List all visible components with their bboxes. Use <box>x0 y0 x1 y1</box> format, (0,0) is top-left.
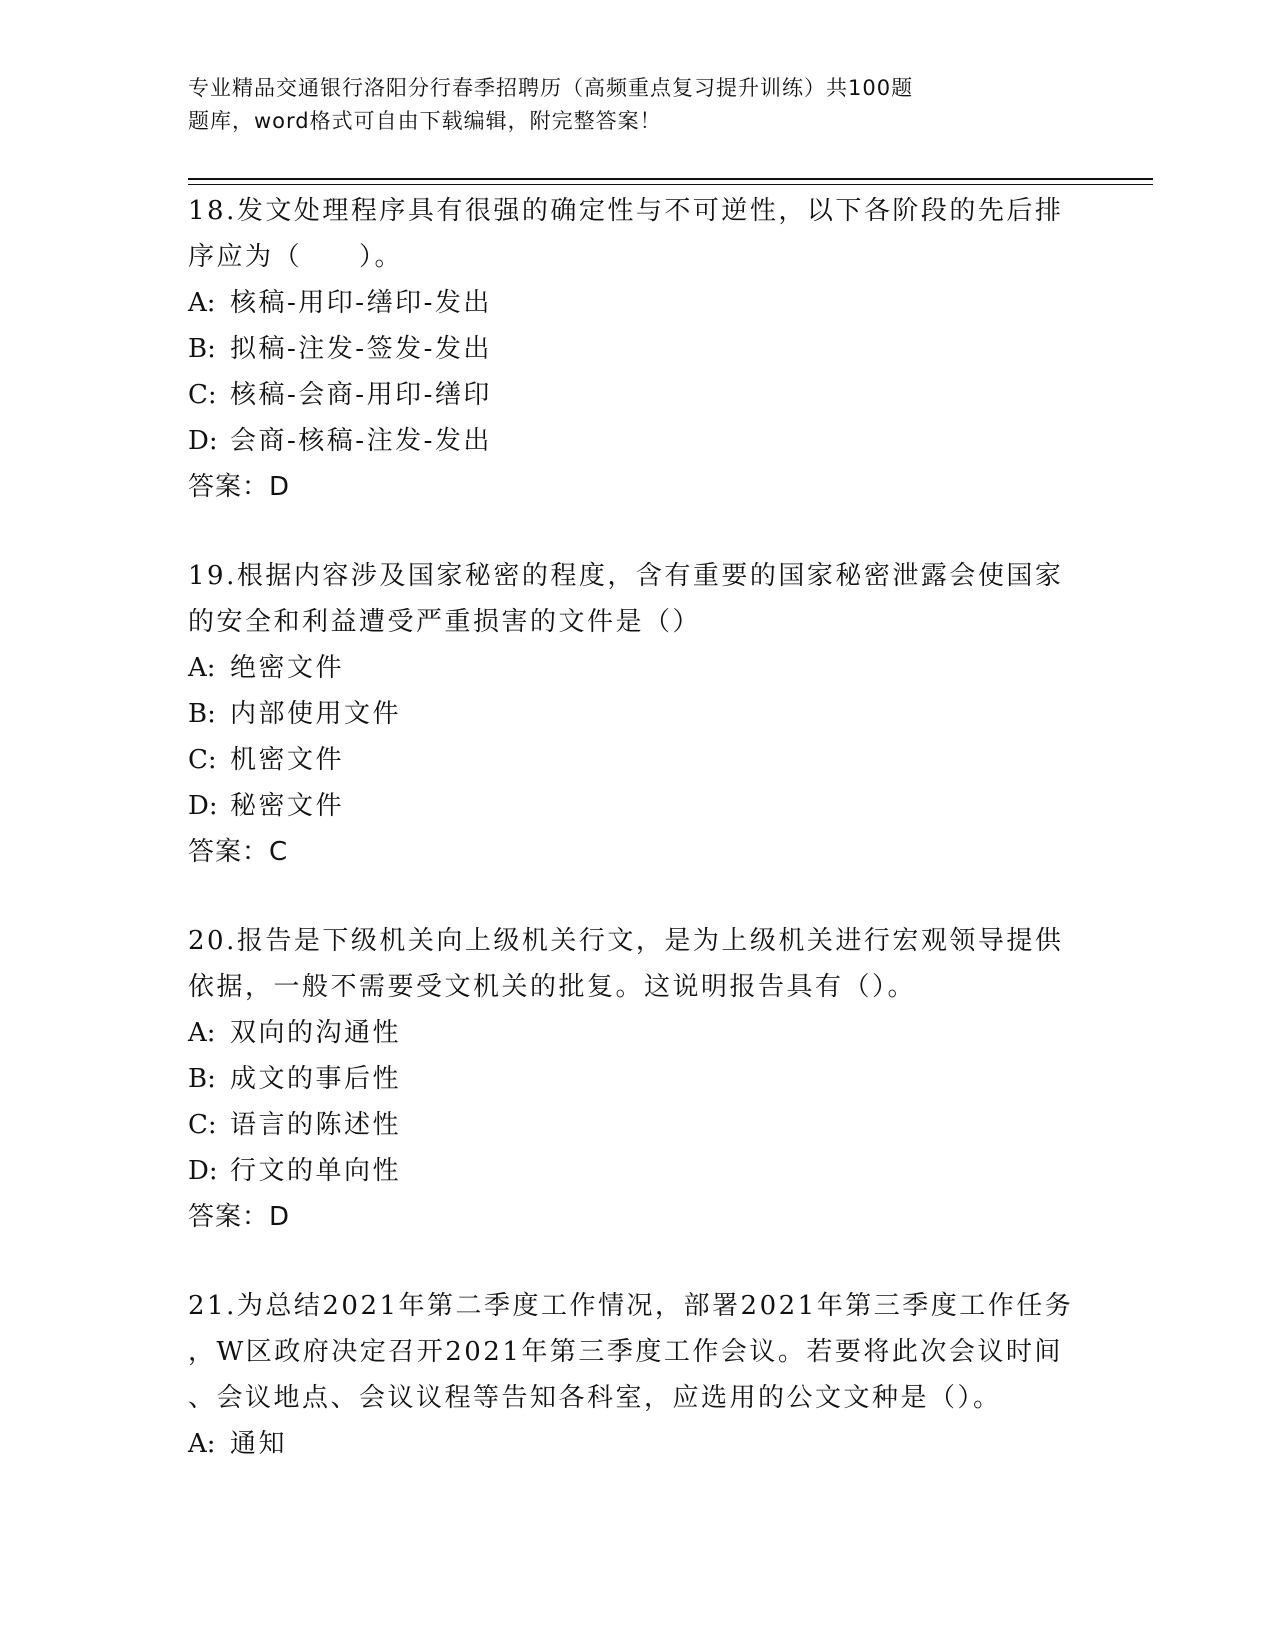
option-d <box>188 1148 1088 1194</box>
option-b <box>188 1056 1088 1102</box>
question-line: 发文处理程序具有很强的确定性与不可逆性，以下各阶段的先后排 <box>236 196 1064 226</box>
option-text: 双向的沟通性 <box>230 1018 402 1048</box>
option-d <box>188 783 1088 829</box>
option-text: 成文的事后性 <box>230 1064 402 1094</box>
header-line-1: 专业精品交通银行洛阳分行春季招聘历（高频重点复习提升训练）共100题 <box>188 76 914 100</box>
answer-line: 答案：C <box>188 837 289 867</box>
question-number: 20. <box>188 926 237 956</box>
option-d <box>188 418 1088 464</box>
question-block <box>188 188 1088 510</box>
option-text: 通知 <box>230 1429 288 1459</box>
option-c <box>188 1102 1088 1148</box>
header-line-2: 题库，word格式可自由下载编辑，附完整答案！ <box>188 109 662 133</box>
option-a <box>188 1421 1088 1467</box>
question-text <box>188 553 1088 599</box>
option-key: B: <box>188 699 216 729</box>
option-key: B: <box>188 1064 216 1094</box>
question-number: 19. <box>188 561 237 591</box>
header-divider-thin <box>188 184 1153 185</box>
option-text: 语言的陈述性 <box>230 1110 402 1140</box>
option-c <box>188 372 1088 418</box>
option-text: 核稿-会商-用印-缮印 <box>230 380 492 410</box>
question-number: 21. <box>188 1291 237 1321</box>
question-text <box>188 1283 1088 1329</box>
question-line: 序应为（ ）。 <box>188 242 404 272</box>
option-key: D: <box>188 791 218 821</box>
option-key: C: <box>188 1110 217 1140</box>
question-line: 依据，一般不需要受文机关的批复。这说明报告具有（）。 <box>188 972 917 1002</box>
question-number: 18. <box>188 196 237 226</box>
question-block <box>188 553 1088 875</box>
question-line: 为总结2021年第二季度工作情况，部署2021年第三季度工作任务 <box>236 1291 1074 1321</box>
option-a <box>188 645 1088 691</box>
option-key: C: <box>188 380 217 410</box>
question-line: 根据内容涉及国家秘密的程度，含有重要的国家秘密泄露会使国家 <box>236 561 1064 591</box>
option-text: 会商-核稿-注发-发出 <box>230 426 492 456</box>
option-key: D: <box>188 426 218 456</box>
option-b <box>188 691 1088 737</box>
option-text: 行文的单向性 <box>230 1156 402 1186</box>
question-line: 的安全和利益遭受严重损害的文件是（） <box>188 607 702 637</box>
answer-line: 答案：D <box>188 472 291 502</box>
question-text <box>188 918 1088 964</box>
option-text: 核稿-用印-缮印-发出 <box>230 288 492 318</box>
option-key: A: <box>188 1429 216 1459</box>
answer-line: 答案：D <box>188 1202 291 1232</box>
option-key: B: <box>188 334 216 364</box>
document-header <box>188 72 1068 138</box>
option-key: A: <box>188 1018 216 1048</box>
option-text: 秘密文件 <box>230 791 345 821</box>
question-line: ，W区政府决定召开2021年第三季度工作会议。若要将此次会议时间 <box>188 1337 1063 1367</box>
option-text: 拟稿-注发-签发-发出 <box>230 334 492 364</box>
question-block <box>188 918 1088 1240</box>
option-key: A: <box>188 653 216 683</box>
question-block <box>188 1283 1088 1467</box>
option-a <box>188 1010 1088 1056</box>
question-line: 报告是下级机关向上级机关行文，是为上级机关进行宏观领导提供 <box>236 926 1064 956</box>
question-line: 、会议地点、会议议程等告知各科室，应选用的公文文种是（）。 <box>188 1383 1002 1413</box>
option-key: C: <box>188 745 217 775</box>
question-text <box>188 188 1088 234</box>
header-divider-thick <box>188 178 1153 180</box>
option-text: 机密文件 <box>230 745 345 775</box>
option-key: A: <box>188 288 216 318</box>
option-a <box>188 280 1088 326</box>
option-c <box>188 737 1088 783</box>
option-key: D: <box>188 1156 218 1186</box>
option-text: 绝密文件 <box>230 653 345 683</box>
option-b <box>188 326 1088 372</box>
option-text: 内部使用文件 <box>230 699 402 729</box>
